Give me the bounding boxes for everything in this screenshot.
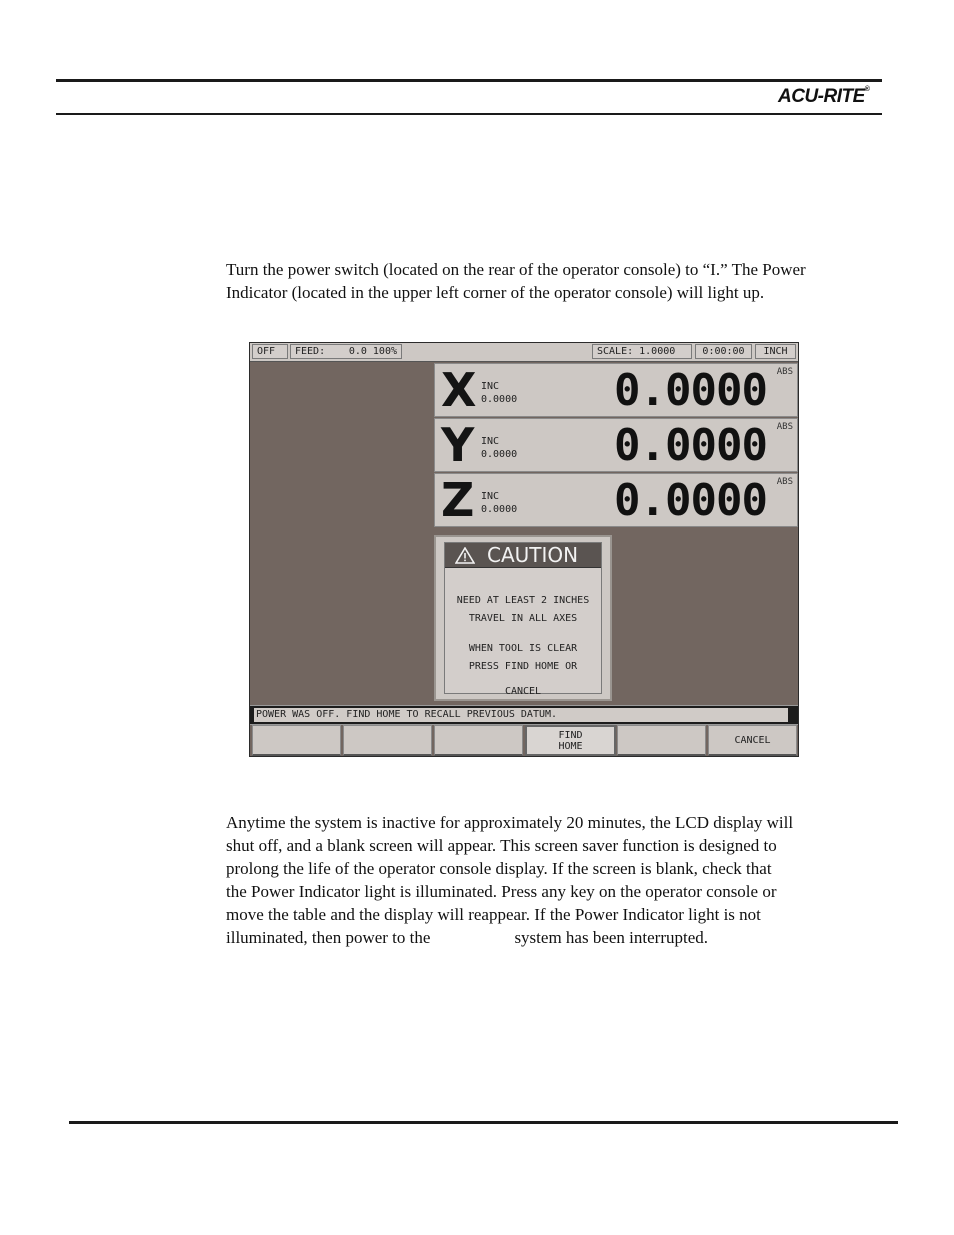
dro-screen xyxy=(249,342,799,757)
body-line: shut off, and a blank screen will appear. This screen saver function is designed to xyxy=(226,836,777,855)
inc-label: INC xyxy=(481,491,500,502)
body-line: Anytime the system is inactive for approximately 20 minutes, the LCD display will xyxy=(226,813,794,832)
axis-position-value: 0.0000 xyxy=(614,365,767,416)
body-line: move the table and the display will reappear. If the Power Indicator light is not xyxy=(226,905,761,924)
softkey-5[interactable] xyxy=(617,725,706,756)
body-line: the Power Indicator light is illuminated. Press any key on the operator console or xyxy=(226,882,777,901)
softkey-3[interactable] xyxy=(434,725,523,756)
caution-panel xyxy=(444,542,602,697)
intro-line: Indicator (located in the upper left corner of the operator console) will light up. xyxy=(226,283,765,302)
cancel-softkey[interactable]: CANCEL xyxy=(708,725,797,756)
abs-label: ABS xyxy=(776,477,793,487)
find-home-softkey[interactable]: FIND HOME xyxy=(525,725,616,756)
caution-line: NEED AT LEAST 2 INCHES xyxy=(456,595,590,606)
inc-value: 0.0000 xyxy=(481,449,518,460)
screen-top-bar xyxy=(250,343,798,362)
header-rule-top xyxy=(56,79,882,82)
softkey-2[interactable] xyxy=(343,725,432,756)
timer-indicator: 0:00:00 xyxy=(695,344,752,359)
screen-saver-paragraph xyxy=(226,811,886,949)
body-line-end: system has been interrupted. xyxy=(514,928,708,947)
softkey-1[interactable] xyxy=(252,725,341,756)
axis-letter: Y xyxy=(441,418,475,472)
feed-indicator xyxy=(290,344,402,359)
warning-triangle-icon xyxy=(455,547,475,564)
axis-row-x[interactable] xyxy=(434,363,798,417)
units-indicator: INCH xyxy=(755,344,796,359)
abs-label: ABS xyxy=(776,422,793,432)
body-line-start: illuminated, then power to the xyxy=(226,928,431,947)
caution-line: TRAVEL IN ALL AXES xyxy=(468,613,578,624)
caution-line: CANCEL xyxy=(504,686,542,697)
body-line: prolong the life of the operator console display. If the screen is blank, check that xyxy=(226,859,772,878)
scale-indicator: SCALE: 1.0000 xyxy=(592,344,692,359)
inc-value: 0.0000 xyxy=(481,394,518,405)
footer-rule xyxy=(69,1121,898,1124)
caution-header xyxy=(445,543,601,568)
feed-label: FEED: xyxy=(295,346,326,357)
mode-indicator: OFF xyxy=(252,344,288,359)
body-line xyxy=(226,926,886,949)
caution-dialog xyxy=(434,535,612,701)
axis-letter: Z xyxy=(441,473,475,527)
abs-label: ABS xyxy=(776,367,793,377)
header-rule-bottom xyxy=(56,113,882,115)
caution-line: PRESS FIND HOME OR xyxy=(468,661,578,672)
axis-letter: X xyxy=(441,363,477,417)
inc-label: INC xyxy=(481,381,500,392)
axis-row-y[interactable] xyxy=(434,418,798,472)
intro-line: Turn the power switch (located on the rear of the operator console) to “I.” The Power xyxy=(226,260,806,279)
feed-value: 0.0 100% xyxy=(348,346,397,357)
caution-title: CAUTION xyxy=(487,543,579,567)
axis-position-value: 0.0000 xyxy=(614,475,767,526)
axis-row-z[interactable] xyxy=(434,473,798,527)
acu-rite-logo: ACU-RITE® xyxy=(778,86,870,107)
intro-paragraph xyxy=(226,258,886,304)
inc-value: 0.0000 xyxy=(481,504,518,515)
axis-position-value: 0.0000 xyxy=(614,420,767,471)
status-bar xyxy=(250,705,798,725)
status-message: POWER WAS OFF. FIND HOME TO RECALL PREVIOUS DATUM. xyxy=(254,708,788,722)
inc-label: INC xyxy=(481,436,500,447)
caution-line: WHEN TOOL IS CLEAR xyxy=(468,643,578,654)
